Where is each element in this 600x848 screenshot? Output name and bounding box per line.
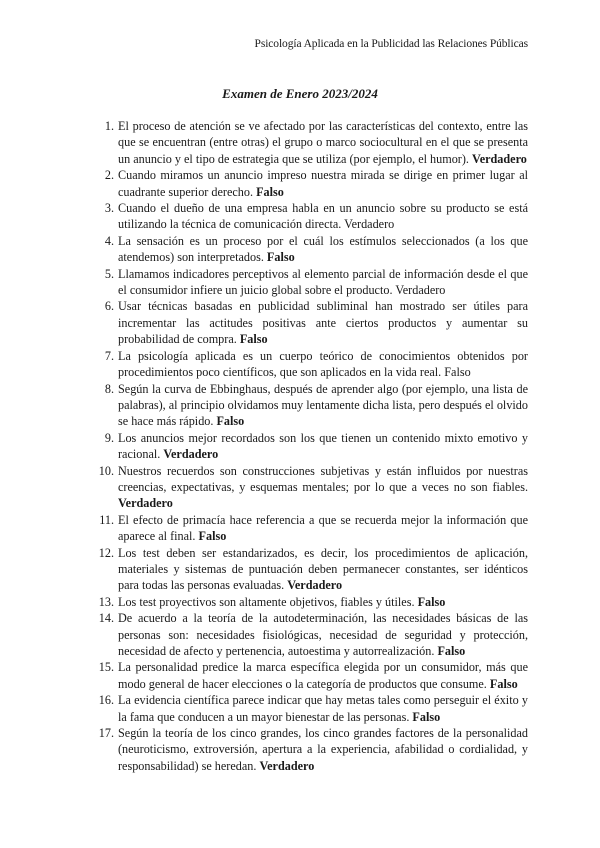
question-item xyxy=(104,200,528,233)
question-text: El proceso de atención se ve afectado por las características del contexto, entre las que se encuentran (entre otras) el grupo o marco sociocultural en el que se presenta un anuncio y el tipo de estrategia que se utiliza (por ejemplo, el humor). xyxy=(118,119,528,166)
question-answer: Verdadero xyxy=(287,578,343,593)
question-item xyxy=(104,167,528,200)
question-item xyxy=(104,348,528,381)
question-text: Usar técnicas basadas en publicidad subliminal han mostrado ser útiles para incrementar las actitudes positivas ante ciertos productos y aumentar su probabilidad de compra. xyxy=(118,299,528,347)
question-number: 12. xyxy=(98,545,114,560)
question-text: Nuestros recuerdos son construcciones subjetivas y están influidos por nuestras creencias, expectativas, y esquemas mentales; por lo que a veces no son fiables. xyxy=(118,463,528,494)
running-header: Psicología Aplicada en la Publicidad las Relaciones Públicas xyxy=(254,38,528,50)
question-item xyxy=(98,659,528,692)
question-answer: Verdadero xyxy=(118,496,173,511)
question-item xyxy=(98,692,528,725)
question-item xyxy=(98,463,528,512)
question-item xyxy=(104,381,528,430)
question-answer: Verdadero xyxy=(259,758,315,773)
exam-title: Examen de Enero 2023/2024 xyxy=(222,86,378,101)
question-text: Según la curva de Ebbinghaus, después de aprender algo (por ejemplo, una lista de palabras), al principio olvidamos muy lentamente dicha lista, pero después el olvido se hace más rápido. xyxy=(118,381,528,429)
question-item xyxy=(98,610,528,659)
question-answer: Falso xyxy=(216,414,245,429)
question-answer: Falso xyxy=(198,529,227,544)
question-answer: Falso xyxy=(489,676,518,691)
question-item xyxy=(98,594,528,610)
question-item xyxy=(99,512,528,545)
question-text: Los test proyectivos son altamente objetivos, fiables y útiles. xyxy=(118,594,415,609)
question-text: La sensación es un proceso por el cuál los estímulos seleccionados (a los que atendemos) son interpretados. xyxy=(118,233,528,265)
question-text: Los test deben ser estandarizados, es decir, los procedimientos de aplicación, materiales y sistemas de puntuación deben permanecer constantes, ser idénticos para todas las personas evaluadas. xyxy=(118,545,528,593)
question-answer: Falso xyxy=(444,365,471,380)
question-number: 9. xyxy=(104,430,114,445)
question-text: La personalidad predice la marca específica elegida por un consumidor, más que modo general de hacer elecciones o la categoría de productos que consume. xyxy=(118,660,528,691)
question-item xyxy=(98,545,528,594)
question-number: 16. xyxy=(98,693,114,708)
question-item xyxy=(104,118,528,167)
question-item xyxy=(104,430,528,463)
question-answer: Falso xyxy=(417,594,446,609)
question-answer: Falso xyxy=(412,709,441,724)
question-number: 14. xyxy=(98,611,114,626)
question-number: 3. xyxy=(104,201,114,216)
question-text: Llamamos indicadores perceptivos al elemento parcial de información desde el que el consumidor infiere un juicio global sobre el producto. xyxy=(118,266,528,298)
question-answer: Falso xyxy=(256,184,284,199)
question-answer: Verdadero xyxy=(395,283,446,298)
question-answer: Verdadero xyxy=(472,151,527,166)
question-number: 6. xyxy=(104,299,114,314)
question-number: 7. xyxy=(104,348,114,363)
question-text: Cuando miramos un anuncio impreso nuestra mirada se dirige en primer lugar al cuadrante superior derecho. xyxy=(118,168,528,199)
question-number: 1. xyxy=(104,119,114,133)
question-text: Cuando el dueño de una empresa habla en un anuncio sobre su producto se está utilizando la técnica de comunicación directa. xyxy=(118,201,528,232)
question-text: Los anuncios mejor recordados son los que tienen un contenido mixto emotivo y racional. xyxy=(118,430,528,462)
question-text: El efecto de primacía hace referencia a que se recuerda mejor la información que aparece al final. xyxy=(118,512,528,544)
question-number: 8. xyxy=(104,381,114,396)
question-number: 15. xyxy=(98,660,114,675)
question-text: De acuerdo a la teoría de la autodeterminación, las necesidades básicas de las personas son: necesidades fisiológicas, necesidad de seguridad y protección, necesidad de afecto y pertenencia, autoestima y autorrealización. xyxy=(118,611,528,658)
question-item xyxy=(98,725,528,774)
question-text: La psicología aplicada es un cuerpo teórico de conocimientos obtenidos por procedimientos poco científicos, que son aplicados en la vida real. xyxy=(118,348,528,380)
question-number: 5. xyxy=(104,266,114,281)
question-item xyxy=(104,298,528,347)
question-text: La evidencia científica parece indicar que hay metas tales como perseguir el éxito y la fama que conducen a un mayor bienestar de las personas. xyxy=(118,693,528,724)
question-answer: Verdadero xyxy=(344,217,395,232)
question-number: 17. xyxy=(98,726,114,741)
question-number: 10. xyxy=(98,463,114,478)
question-number: 11. xyxy=(99,512,114,527)
question-answer: Falso xyxy=(266,250,295,265)
question-number: 13. xyxy=(98,594,114,609)
question-answer: Falso xyxy=(239,332,268,347)
question-text: Según la teoría de los cinco grandes, los cinco grandes factores de la personalidad (neuroticismo, extroversión, apertura a la experiencia, afabilidad o cordialidad, y responsabilidad) se heredan. xyxy=(118,726,528,773)
question-number: 4. xyxy=(104,233,114,248)
question-list xyxy=(98,118,528,774)
question-answer: Falso xyxy=(437,644,466,658)
question-item xyxy=(104,233,528,266)
question-item xyxy=(104,266,528,299)
question-number: 2. xyxy=(104,168,114,183)
question-answer: Verdadero xyxy=(163,447,219,462)
